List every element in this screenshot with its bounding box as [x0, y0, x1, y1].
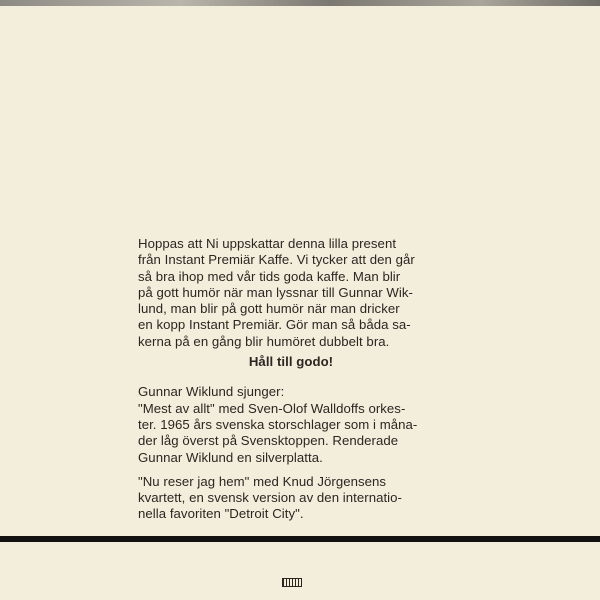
song2-line: kvartett, en svensk version av den internatio-: [138, 490, 402, 506]
intro-line: Hoppas att Ni uppskattar denna lilla present: [138, 236, 397, 251]
song1-line: der låg överst på Svensktoppen. Renderade: [138, 433, 399, 449]
intro-line: lund, man blir på gott humör när man dricker: [138, 301, 400, 317]
horizontal-rule: [0, 536, 600, 542]
intro-line: så bra ihop med vår tids goda kaffe. Man blir: [138, 268, 401, 284]
song1-line: "Mest av allt" med Sven-Olof Walldoffs orkes-: [138, 400, 406, 416]
song2-line: nella favoriten "Detroit City".: [138, 506, 304, 522]
intro-line: från Instant Premiär Kaffe. Vi tycker att den går: [138, 252, 415, 268]
song2-line: "Nu reser jag hem" med Knud Jörgensens: [138, 473, 387, 489]
intro-line: kerna på en gång blir humöret dubbelt bra.: [138, 333, 390, 349]
intro-line: en kopp Instant Premiär. Gör man så båda sa-: [138, 317, 411, 333]
song1-line: ter. 1965 års svenska storschlager som i måna-: [138, 416, 418, 432]
signoff-heading: Håll till godo!: [248, 354, 334, 370]
barcode-icon: [282, 578, 302, 587]
liner-notes: [138, 236, 444, 523]
intro-line: på gott humör när man lyssnar till Gunnar Wik-: [138, 284, 413, 300]
song1-line: Gunnar Wiklund en silverplatta.: [138, 449, 323, 465]
singer-heading: Gunnar Wiklund sjunger:: [138, 384, 285, 400]
